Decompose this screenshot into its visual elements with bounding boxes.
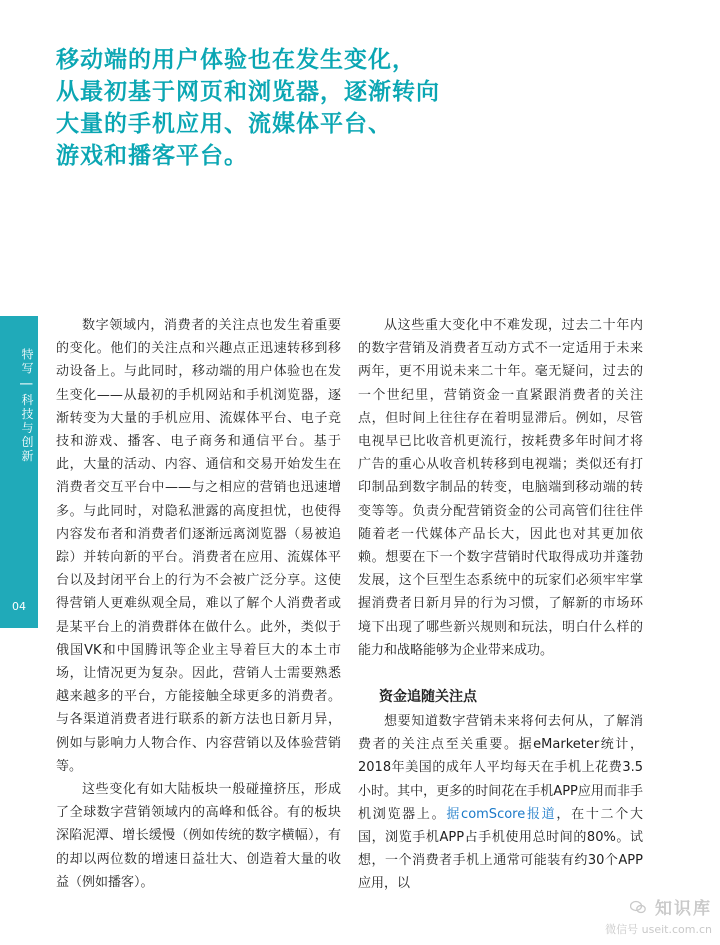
headline <box>56 44 476 172</box>
page-number: 04 <box>12 600 26 613</box>
paragraph-text: 想要知道数字营销未来将何去何从，了解消费者的关注点至关重要。据eMarketer统计，2018年美国的成年人平均每天在手机上花费3.5小时。其中，更多的时间花在手机APP应用而非手机浏览器上。 <box>358 714 643 822</box>
headline-line: 移动端的用户体验也在发生变化， <box>56 47 416 73</box>
wechat-icon <box>630 900 646 918</box>
body-paragraph: 从这些重大变化中不难发现，过去二十年内的数字营销及消费者互动方式不一定适用于未来两年，更不用说未来二十年。毫无疑问，过去的一个世纪里，营销资金一直紧跟消费者的关注点，但时间上往往存在着明显滞后。例如，尽管电视早已比收音机更流行，按耗费多年时间才将广告的重心从收音机转移到电视端；类似还有打印制品到数字制品的转变，电脑端到移动端的转变等等。负责分配营销资金的公司高管们往往伴随着老一代媒体产品长大，因此也对其更加依赖。想要在下一个数字营销时代取得成功并蓬勃发展，这个巨型生态系统中的玩家们必须牢牢掌握消费者日新月异的行为习惯，了解新的市场环境下出现了哪些新兴规则和玩法，明白什么样的能力和战略能够为企业带来成功。 <box>358 318 643 658</box>
left-column <box>56 314 341 894</box>
headline-line: 从最初基于网页和浏览器，逐渐转向 <box>56 79 440 105</box>
paragraph-text: ，在十二个大国，浏览手机APP占手机使用总时间的80%。试想，一个消费者手机上通常可能装有约30个APP应用，以 <box>358 806 643 892</box>
comscore-link[interactable]: 据comScore报道 <box>446 806 557 822</box>
headline-line: 游戏和播客平台。 <box>56 143 248 169</box>
body-paragraph <box>358 710 643 896</box>
watermark <box>605 894 712 937</box>
section-label: 特写 | 科技与创新 <box>20 348 34 464</box>
watermark-brand: 知识库 <box>655 899 712 919</box>
body-paragraph: 这些变化有如大陆板块一般碰撞挤压，形成了全球数字营销领域内的高峰和低谷。有的板块深陷泥潭、增长缓慢（例如传统的数字横幅），有的却以两位数的增速日益壮大、创造着大量的收益（例如播客）。 <box>56 782 341 890</box>
watermark-subtitle: 微信号 useit.com.cn <box>605 923 712 936</box>
body-paragraph: 数字领域内，消费者的关注点也发生着重要的变化。他们的关注点和兴趣点正迅速转移到移动设备上。与此同时，移动端的用户体验也在发生变化——从最初的手机网站和手机浏览器，逐渐转变为大量的手机应用、流媒体平台、电子竞技和游戏、播客、电子商务和通信平台。基于此，大量的活动、内容、通信和交易开始发生在消费者交互平台中——与之相应的营销也迅速增多。与此同时，对隐私泄露的高度担忧，也使得内容发布者和消费者们逐渐远离浏览器（易被追踪）并转向新的平台。消费者在应用、流媒体平台以及封闭平台上的行为不会被广泛分享。这使得营销人更难纵观全局，难以了解个人消费者或是某平台上的消费群体在做什么。此外，类似于俄国VK和中国腾讯等企业主导着巨大的本土市场，让情况更为复杂。因此，营销人士需要熟悉越来越多的平台，方能接触全球更多的消费者。与各渠道消费者进行联系的新方法也日新月异，例如与影响力人物合作、内容营销以及体验营销等。 <box>56 318 341 774</box>
section-subheading: 资金追随关注点 <box>379 689 477 706</box>
headline-line: 大量的手机应用、流媒体平台、 <box>56 111 392 137</box>
right-column <box>358 314 643 896</box>
